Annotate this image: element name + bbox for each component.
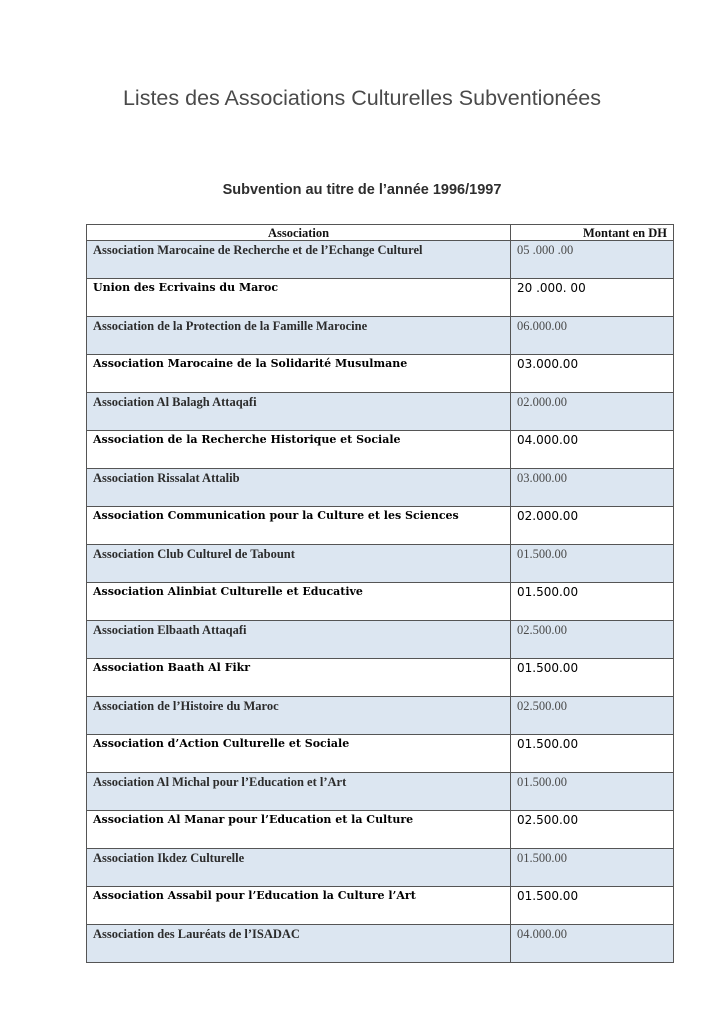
association-cell: Association Marocaine de la Solidarité Musulmane [87, 355, 511, 393]
association-cell: Association Baath Al Fikr [87, 659, 511, 697]
amount-cell: 01.500.00 [511, 545, 674, 583]
amount-cell: 01.500.00 [511, 849, 674, 887]
amount-cell: 03.000.00 [511, 355, 674, 393]
amount-cell: 02.500.00 [511, 811, 674, 849]
document-title: Listes des Associations Culturelles Subventionées [122, 86, 602, 110]
association-cell: Association Marocaine de Recherche et de l’Echange Culturel [87, 241, 511, 279]
table-row [87, 279, 674, 317]
subsidy-table [86, 224, 674, 963]
table-row [87, 849, 674, 887]
association-cell: Association Rissalat Attalib [87, 469, 511, 507]
association-cell: Association d’Action Culturelle et Sociale [87, 735, 511, 773]
amount-cell: 05 .000 .00 [511, 241, 674, 279]
table-row [87, 355, 674, 393]
table-row [87, 773, 674, 811]
table-row [87, 887, 674, 925]
association-cell: Association Club Culturel de Tabount [87, 545, 511, 583]
amount-cell: 02.500.00 [511, 697, 674, 735]
table-row [87, 925, 674, 963]
association-cell: Association Communication pour la Culture et les Sciences [87, 507, 511, 545]
amount-cell: 20 .000. 00 [511, 279, 674, 317]
document-subtitle: Subvention au titre de l’année 1996/1997 [222, 182, 502, 198]
amount-cell: 04.000.00 [511, 431, 674, 469]
table-body [87, 241, 674, 963]
table-row [87, 469, 674, 507]
association-cell: Association de la Recherche Historique et Sociale [87, 431, 511, 469]
amount-cell: 03.000.00 [511, 469, 674, 507]
table-row [87, 659, 674, 697]
header-amount: Montant en DH [511, 225, 674, 241]
table-row [87, 317, 674, 355]
table-row [87, 811, 674, 849]
header-association: Association [87, 225, 511, 241]
association-cell: Association Assabil pour l’Education la Culture l’Art [87, 887, 511, 925]
association-cell: Association Ikdez Culturelle [87, 849, 511, 887]
amount-cell: 04.000.00 [511, 925, 674, 963]
association-cell: Association des Lauréats de l’ISADAC [87, 925, 511, 963]
table-row [87, 241, 674, 279]
association-cell: Association Alinbiat Culturelle et Educative [87, 583, 511, 621]
association-cell: Association Al Manar pour l’Education et la Culture [87, 811, 511, 849]
table-row [87, 507, 674, 545]
table-row [87, 393, 674, 431]
association-cell: Association Al Balagh Attaqafi [87, 393, 511, 431]
amount-cell: 02.000.00 [511, 507, 674, 545]
table-row [87, 697, 674, 735]
amount-cell: 01.500.00 [511, 887, 674, 925]
table-row [87, 431, 674, 469]
amount-cell: 01.500.00 [511, 735, 674, 773]
table-row [87, 545, 674, 583]
amount-cell: 01.500.00 [511, 773, 674, 811]
table-row [87, 583, 674, 621]
table-header-row [87, 225, 674, 241]
table-row [87, 621, 674, 659]
table-row [87, 735, 674, 773]
association-cell: Association Elbaath Attaqafi [87, 621, 511, 659]
amount-cell: 01.500.00 [511, 583, 674, 621]
amount-cell: 01.500.00 [511, 659, 674, 697]
association-cell: Association Al Michal pour l’Education et l’Art [87, 773, 511, 811]
association-cell: Union des Ecrivains du Maroc [87, 279, 511, 317]
amount-cell: 02.000.00 [511, 393, 674, 431]
amount-cell: 02.500.00 [511, 621, 674, 659]
association-cell: Association de la Protection de la Famille Marocine [87, 317, 511, 355]
association-cell: Association de l’Histoire du Maroc [87, 697, 511, 735]
amount-cell: 06.000.00 [511, 317, 674, 355]
